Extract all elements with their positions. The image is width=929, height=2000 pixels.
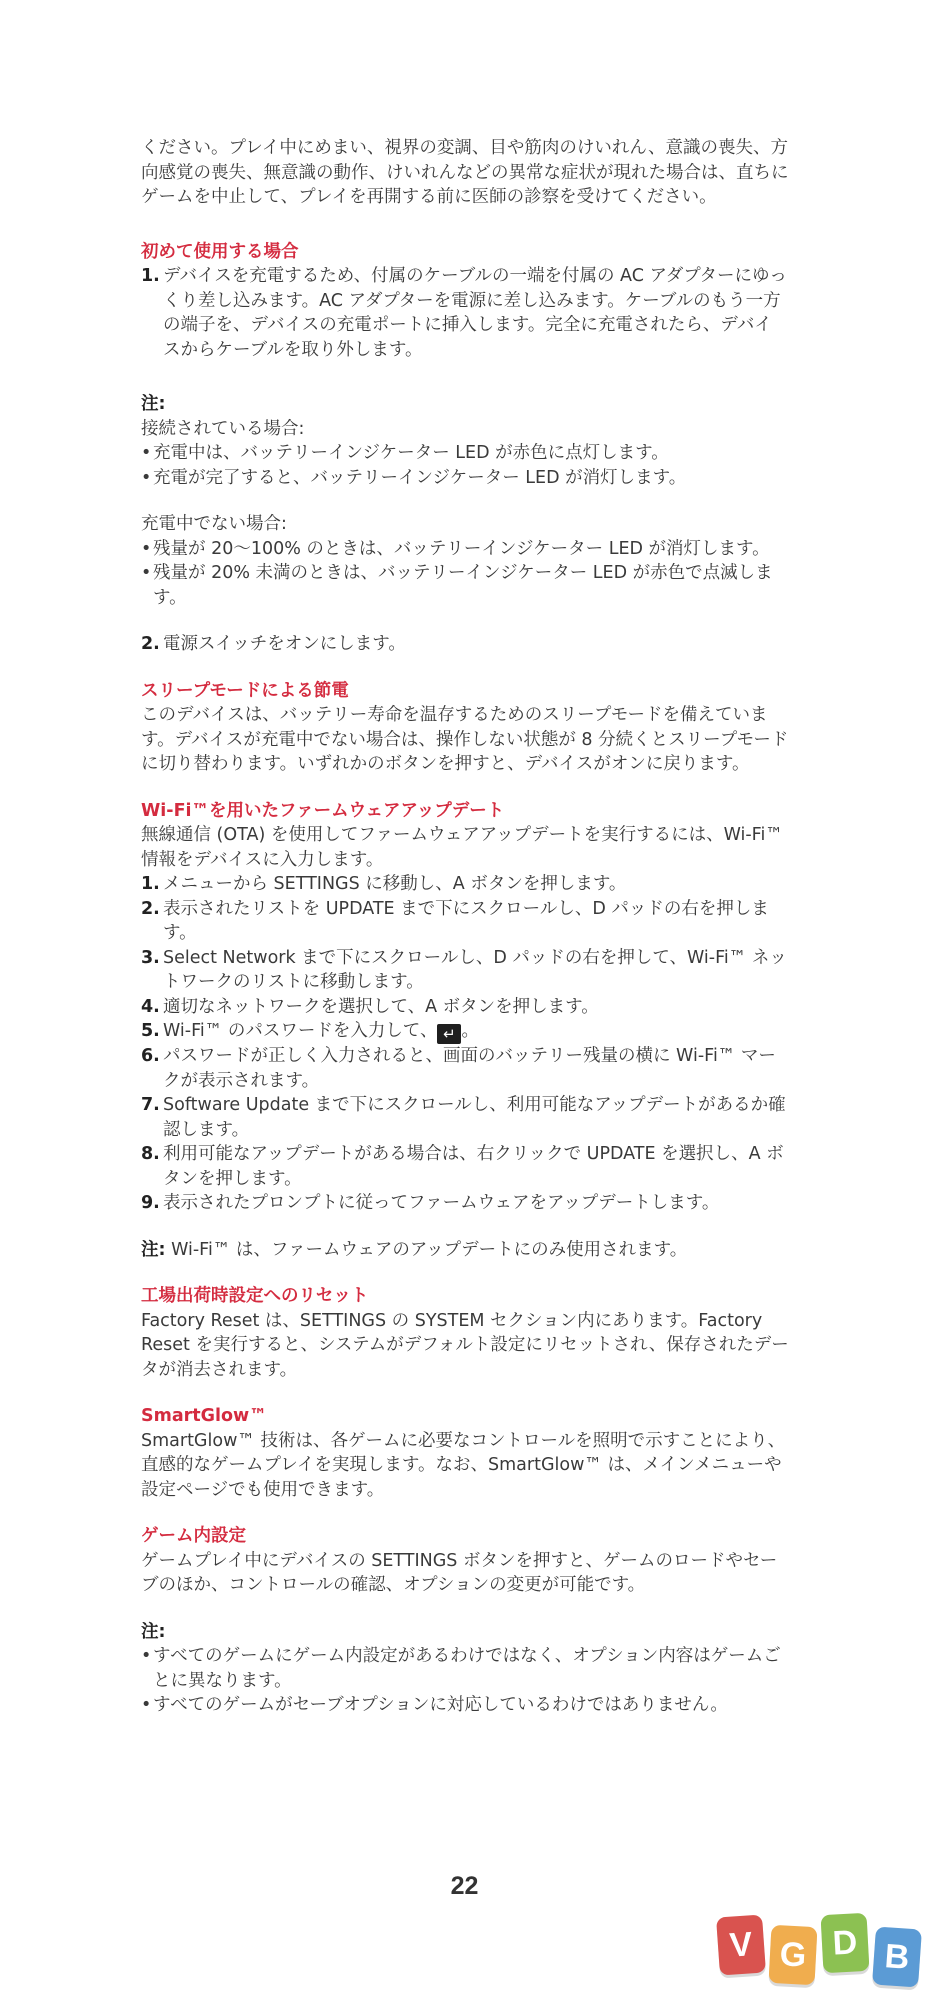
- connected-list: [141, 441, 789, 490]
- bullet: •: [141, 1646, 152, 1666]
- first-use-step-2: [141, 632, 789, 657]
- connected-label: 接続されている場合:: [141, 418, 305, 439]
- bullet: •: [141, 467, 152, 488]
- page-number: 22: [450, 1872, 479, 1900]
- enter-key-icon: ↵: [437, 1024, 461, 1044]
- wifi-step: 7. Software Update まで下にスクロールし、利用可能なアップデートがあるか確認します。: [141, 1095, 786, 1140]
- bullet: •: [141, 443, 152, 463]
- first-use-note-title: 注:: [141, 394, 166, 414]
- wifi-steps-list: [141, 872, 789, 1216]
- smartglow-heading: SmartGlow™: [141, 1406, 267, 1426]
- wifi-step: 1. メニューから SETTINGS に移動し、A ボタンを押します。: [141, 874, 627, 894]
- step-number: 1.: [141, 266, 160, 286]
- wifi-step: 6. パスワードが正しく入力されると、画面のバッテリー残量の横に Wi-Fi™ マークが表示されます。: [141, 1046, 776, 1091]
- logo-tile-v: V: [716, 1914, 766, 1975]
- bullet: •: [141, 538, 152, 559]
- step-text: デバイスを充電するため、付属のケーブルの一端を付属の AC アダプターにゆっくり差し込みます。AC アダプターを電源に差し込みます。ケーブルのもう一方の端子を、デバイスの充電ポートに挿入します。完全に充電されたら、デバイスからケーブルを取り外します。: [163, 266, 787, 360]
- vgdb-logo: [718, 1912, 924, 1992]
- in-game-settings-heading: ゲーム内設定: [141, 1526, 246, 1546]
- list-item: • 残量が 20% 未満のときは、バッテリーインジケーター LED が赤色で点滅します。: [141, 561, 789, 610]
- not-charging-label: 充電中でない場合:: [141, 514, 287, 534]
- wifi-step: 9. 表示されたプロンプトに従ってファームウェアをアップデートします。: [141, 1193, 720, 1213]
- bullet: •: [141, 563, 152, 583]
- wifi-note: 注: Wi-Fi™ は、ファームウェアのアップデートにのみ使用されます。: [141, 1239, 688, 1260]
- factory-reset-body: Factory Reset は、SETTINGS の SYSTEM セクション内にあります。Factory Reset を実行すると、システムがデフォルト設定にリセットされ、保存されたデータが消去されます。: [141, 1310, 789, 1380]
- wifi-step: 4. 適切なネットワークを選択して、A ボタンを押します。: [141, 996, 599, 1017]
- in-game-note-title: 注:: [141, 1621, 166, 1642]
- step-text: 電源スイッチをオンにします。: [163, 634, 406, 654]
- wifi-update-heading: Wi-Fi™を用いたファームウェアアップデート: [141, 800, 505, 821]
- list-item: • すべてのゲームがセーブオプションに対応しているわけではありません。: [141, 1693, 789, 1718]
- wifi-step: 2. 表示されたリストを UPDATE まで下にスクロールし、D パッドの右を押します。: [141, 898, 769, 943]
- logo-tile-b: B: [872, 1926, 922, 1987]
- first-use-step-1: [141, 264, 789, 362]
- intro-paragraph: ください。プレイ中にめまい、視界の変調、目や筋肉のけいれん、意識の喪失、方向感覚の喪失、無意識の動作、けいれんなどの異常な症状が現れた場合は、直ちにゲームを中止して、プレイを再開する前に医師の診察を受けてください。: [141, 138, 789, 207]
- logo-tile-d: D: [821, 1913, 870, 1973]
- wifi-step: 8. 利用可能なアップデートがある場合は、右クリックで UPDATE を選択し、A ボタンを押します。: [141, 1144, 784, 1189]
- wifi-step: 5. Wi-Fi™ のパスワードを入力して、 ↵ 。: [141, 1021, 479, 1043]
- wifi-step: 3. Select Network まで下にスクロールし、D パッドの右を押して、Wi-Fi™ ネットワークのリストに移動します。: [141, 947, 787, 992]
- in-game-note-list: [141, 1644, 789, 1718]
- first-use-heading: 初めて使用する場合: [141, 241, 299, 262]
- manual-page-content: [141, 136, 789, 1718]
- list-item: • 残量が 20〜100% のときは、バッテリーインジケーター LED が消灯します。: [141, 537, 789, 562]
- list-item: • すべてのゲームにゲーム内設定があるわけではなく、オプション内容はゲームごとに異なります。: [141, 1644, 789, 1693]
- factory-reset-heading: 工場出荷時設定へのリセット: [141, 1286, 369, 1306]
- not-charging-list: [141, 537, 789, 611]
- logo-tile-g: G: [769, 1925, 818, 1985]
- step-number: 2.: [141, 634, 160, 654]
- sleep-mode-heading: スリープモードによる節電: [141, 680, 349, 701]
- list-item: • 充電中は、バッテリーインジケーター LED が赤色に点灯します。: [141, 441, 789, 466]
- sleep-mode-body: このデバイスは、バッテリー寿命を温存するためのスリープモードを備えています。デバイスが充電中でない場合は、操作しない状態が 8 分続くとスリープモードに切り替わります。いずれかのボタンを押すと、デバイスがオンに戻ります。: [141, 705, 789, 774]
- wifi-update-body: 無線通信 (OTA) を使用してファームウェアアップデートを実行するには、Wi-Fi™ 情報をデバイスに入力します。: [141, 825, 783, 870]
- list-item: • 充電が完了すると、バッテリーインジケーター LED が消灯します。: [141, 466, 789, 491]
- in-game-settings-body: ゲームプレイ中にデバイスの SETTINGS ボタンを押すと、ゲームのロードやセーブのほか、コントロールの確認、オプションの変更が可能です。: [141, 1550, 778, 1595]
- smartglow-body: SmartGlow™ 技術は、各ゲームに必要なコントロールを照明で示すことにより、直感的なゲームプレイを実現します。なお、SmartGlow™ は、メインメニューや設定ページでも使用できます。: [141, 1430, 786, 1500]
- bullet: •: [141, 1695, 152, 1715]
